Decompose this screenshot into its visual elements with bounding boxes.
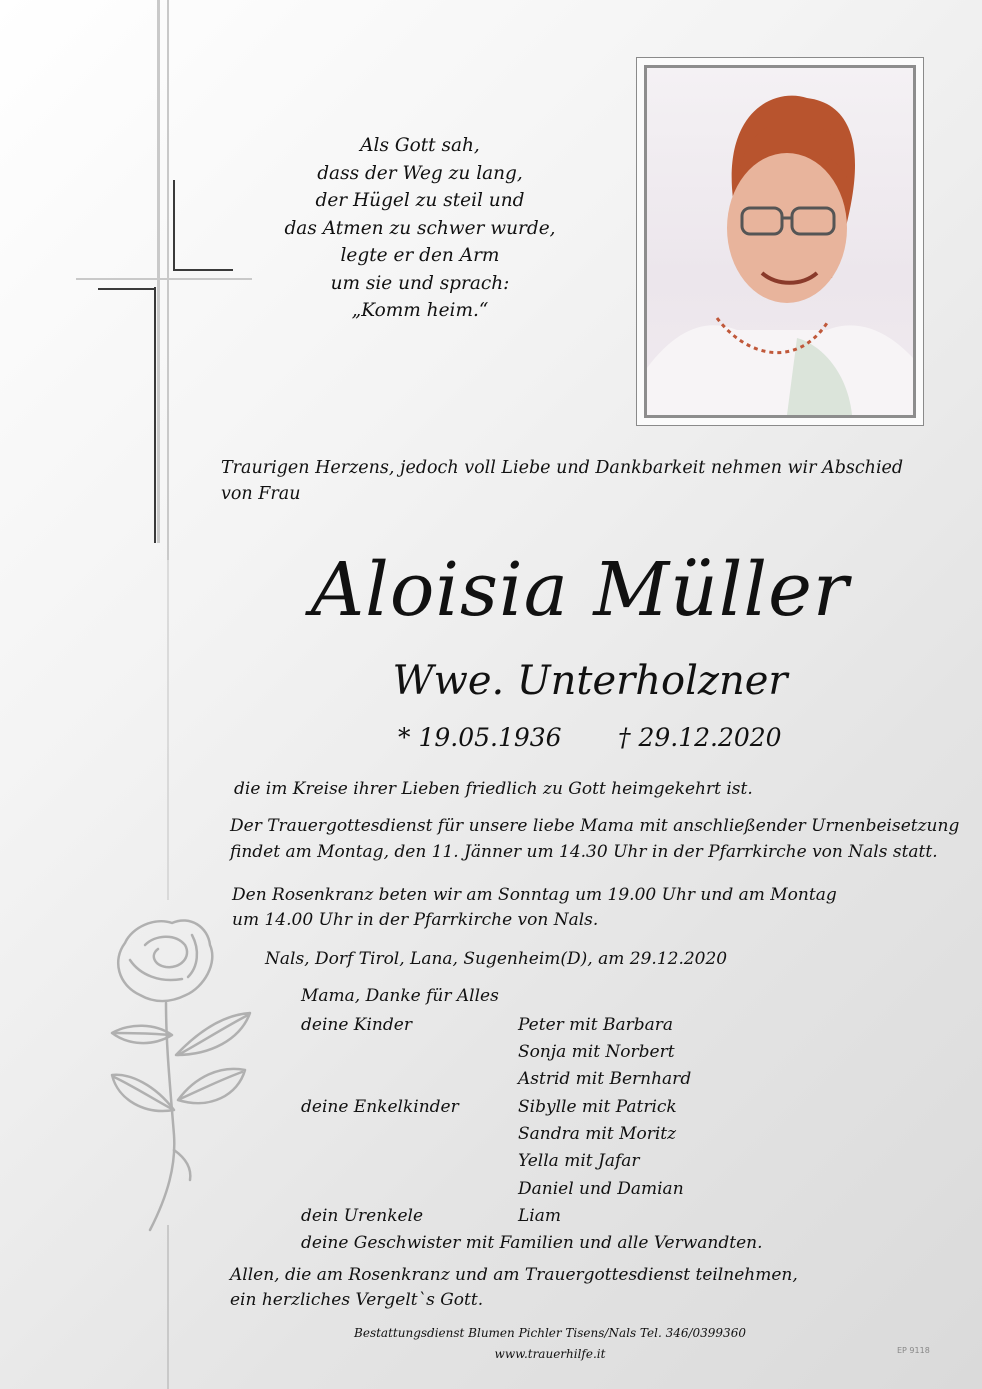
mourner-name: Peter mit Barbara — [518, 1015, 673, 1035]
portrait-photo — [644, 65, 916, 418]
rose-icon — [100, 905, 260, 1235]
mourner-name: Liam — [518, 1206, 561, 1226]
rosary-line: um 14.00 Uhr in der Pfarrkirche von Nals. — [232, 910, 599, 930]
mourner-group-label: deine Enkelkinder — [301, 1097, 459, 1117]
mourner-name: Yella mit Jafar — [518, 1151, 640, 1171]
print-code: EP 9118 — [897, 1346, 930, 1355]
footer — [300, 1323, 800, 1365]
portrait-frame — [636, 57, 924, 426]
poem — [240, 132, 600, 325]
poem-line: „Komm heim.“ — [351, 300, 489, 321]
footer-website: www.trauerhilfe.it — [494, 1347, 606, 1361]
mourner-group-label: dein Urenkele — [301, 1206, 424, 1226]
service-line: findet am Montag, den 11. Jänner um 14.30 Uhr in der Pfarrkirche von Nals statt. — [230, 842, 938, 862]
poem-line: um sie und sprach: — [330, 272, 510, 294]
thanks-line: Mama, Danke für Alles — [301, 986, 499, 1006]
deceased-name: Aloisia Müller — [310, 547, 850, 633]
poem-line: das Atmen zu schwer wurde, — [284, 217, 556, 239]
mourner-group-label: deine Kinder — [301, 1015, 412, 1035]
mourner-name: Sibylle mit Patrick — [518, 1097, 677, 1117]
service-line: Der Trauergottesdienst für unsere liebe Mama mit anschließender Urnenbeisetzung — [230, 816, 960, 836]
siblings-line: deine Geschwister mit Familien und alle Verwandten. — [301, 1233, 763, 1253]
mourner-name: Astrid mit Bernhard — [518, 1069, 692, 1089]
poem-line: Als Gott sah, — [360, 135, 480, 156]
intro-text: Traurigen Herzens, jedoch voll Liebe und Dankbarkeit nehmen wir Abschied von Frau — [221, 458, 904, 504]
poem-line: der Hügel zu steil und — [315, 190, 525, 211]
mourner-name: Sonja mit Norbert — [518, 1042, 675, 1062]
poem-line: dass der Weg zu lang, — [317, 162, 523, 184]
passed-away-text: die im Kreise ihrer Lieben friedlich zu Gott heimgekehrt ist. — [234, 779, 753, 799]
birth-date: * 19.05.1936 — [398, 723, 562, 752]
rosary-line: Den Rosenkranz beten wir am Sonntag um 19.00 Uhr und am Montag — [232, 885, 837, 905]
mourner-name: Sandra mit Moritz — [518, 1124, 677, 1144]
closing-line: Allen, die am Rosenkranz und am Trauergottesdienst teilnehmen, — [230, 1265, 798, 1285]
closing-line: ein herzliches Vergelt`s Gott. — [230, 1290, 484, 1310]
death-date: † 29.12.2020 — [618, 723, 782, 752]
poem-line: legte er den Arm — [340, 245, 500, 266]
mourner-name: Daniel und Damian — [518, 1179, 684, 1199]
place-date: Nals, Dorf Tirol, Lana, Sugenheim(D), am 29.12.2020 — [265, 949, 728, 969]
widow-name: Wwe. Unterholzner — [392, 658, 788, 704]
footer-company: Bestattungsdienst Blumen Pichler Tisens/Nals Tel. 346/0399360 — [354, 1326, 746, 1340]
